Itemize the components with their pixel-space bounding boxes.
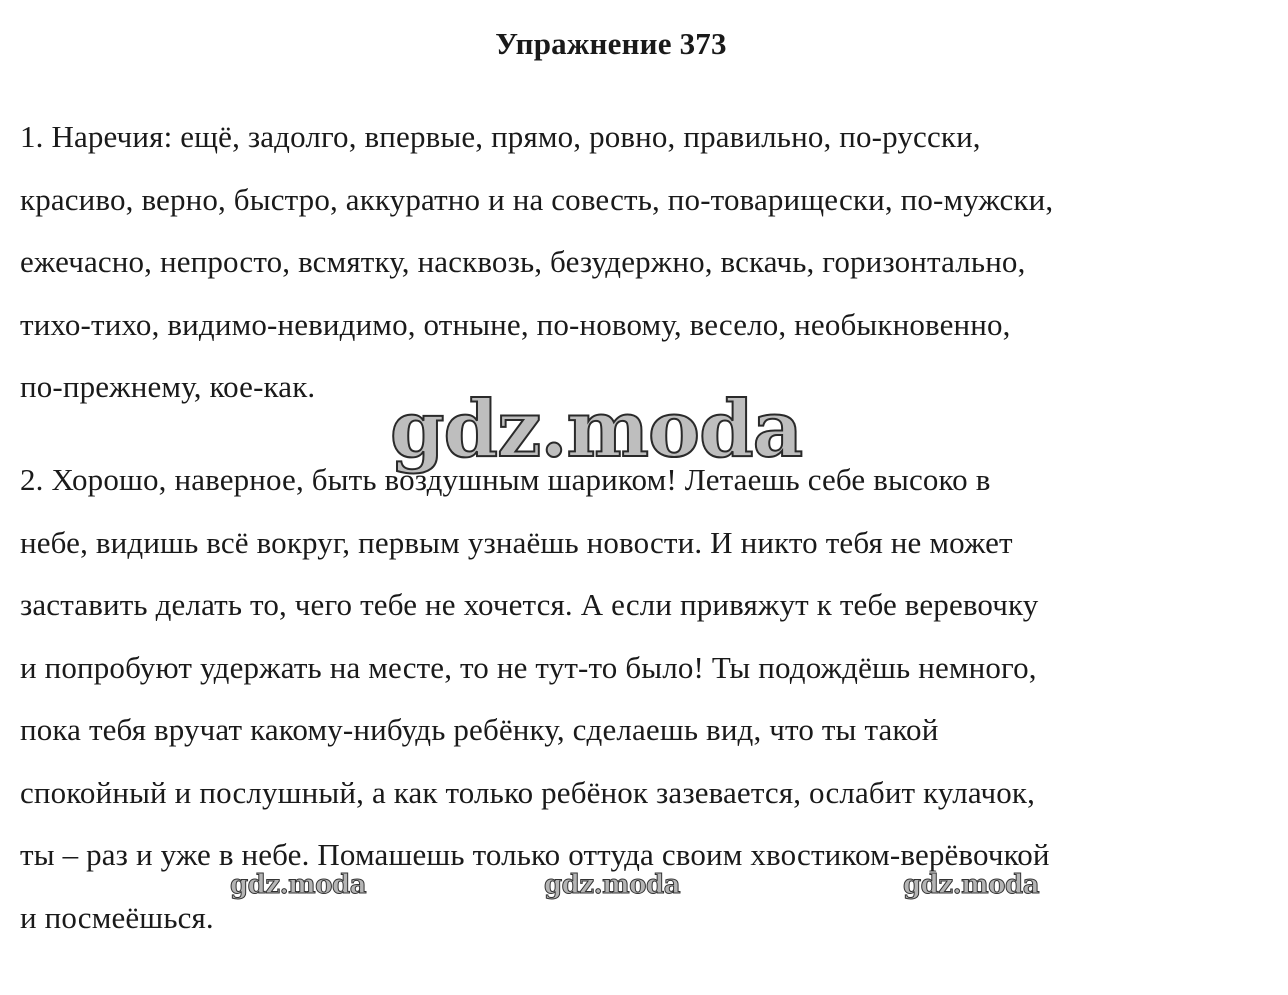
text-line: тихо-тихо, видимо-невидимо, отныне, по-новому, весело, необыкновенно, [20, 306, 1011, 342]
watermark-small: gdz.moda [544, 870, 681, 900]
watermark-small: gdz.moda [230, 870, 367, 900]
text-line: ты – раз и уже в небе. Помашешь только оттуда своим хвостиком-верёвочкой [20, 837, 1050, 872]
watermark-main: gdz.moda [390, 384, 803, 475]
text-line: небе, видишь всё вокруг, первым узнаёшь новости. И никто тебя не может [20, 524, 1013, 560]
text-line: и посмеёшься. [20, 899, 214, 935]
text-line: ежечасно, непросто, всмятку, насквозь, безудержно, вскачь, горизонтально, [20, 244, 1026, 279]
watermark-small: gdz.moda [903, 870, 1040, 900]
text-line: и попробуют удержать на месте, то не тут-то было! Ты подождёшь немного, [20, 649, 1037, 685]
text-line: пока тебя вручат какому-нибудь ребёнку, сделаешь вид, что ты такой [20, 712, 939, 747]
exercise-title: Упражнение 373 [495, 26, 727, 61]
paragraph-adverbs [20, 106, 1250, 419]
text-line: 2. Хорошо, наверное, быть воздушным шариком! Летаешь себе высоко в [20, 462, 991, 497]
text-line: заставить делать то, чего тебе не хочется. А если привяжут к тебе веревочку [20, 587, 1039, 622]
paragraph-balloon-text [20, 449, 1250, 949]
text-line: спокойный и послушный, а как только ребёнок зазевается, ослабит кулачок, [20, 774, 1035, 810]
text-line: красиво, верно, быстро, аккуратно и на совесть, по-товарищески, по-мужски, [20, 181, 1054, 217]
text-line: 1. Наречия: ещё, задолго, впервые, прямо, ровно, правильно, по-русски, [20, 119, 981, 154]
text-line: по-прежнему, кое-как. [20, 369, 316, 404]
